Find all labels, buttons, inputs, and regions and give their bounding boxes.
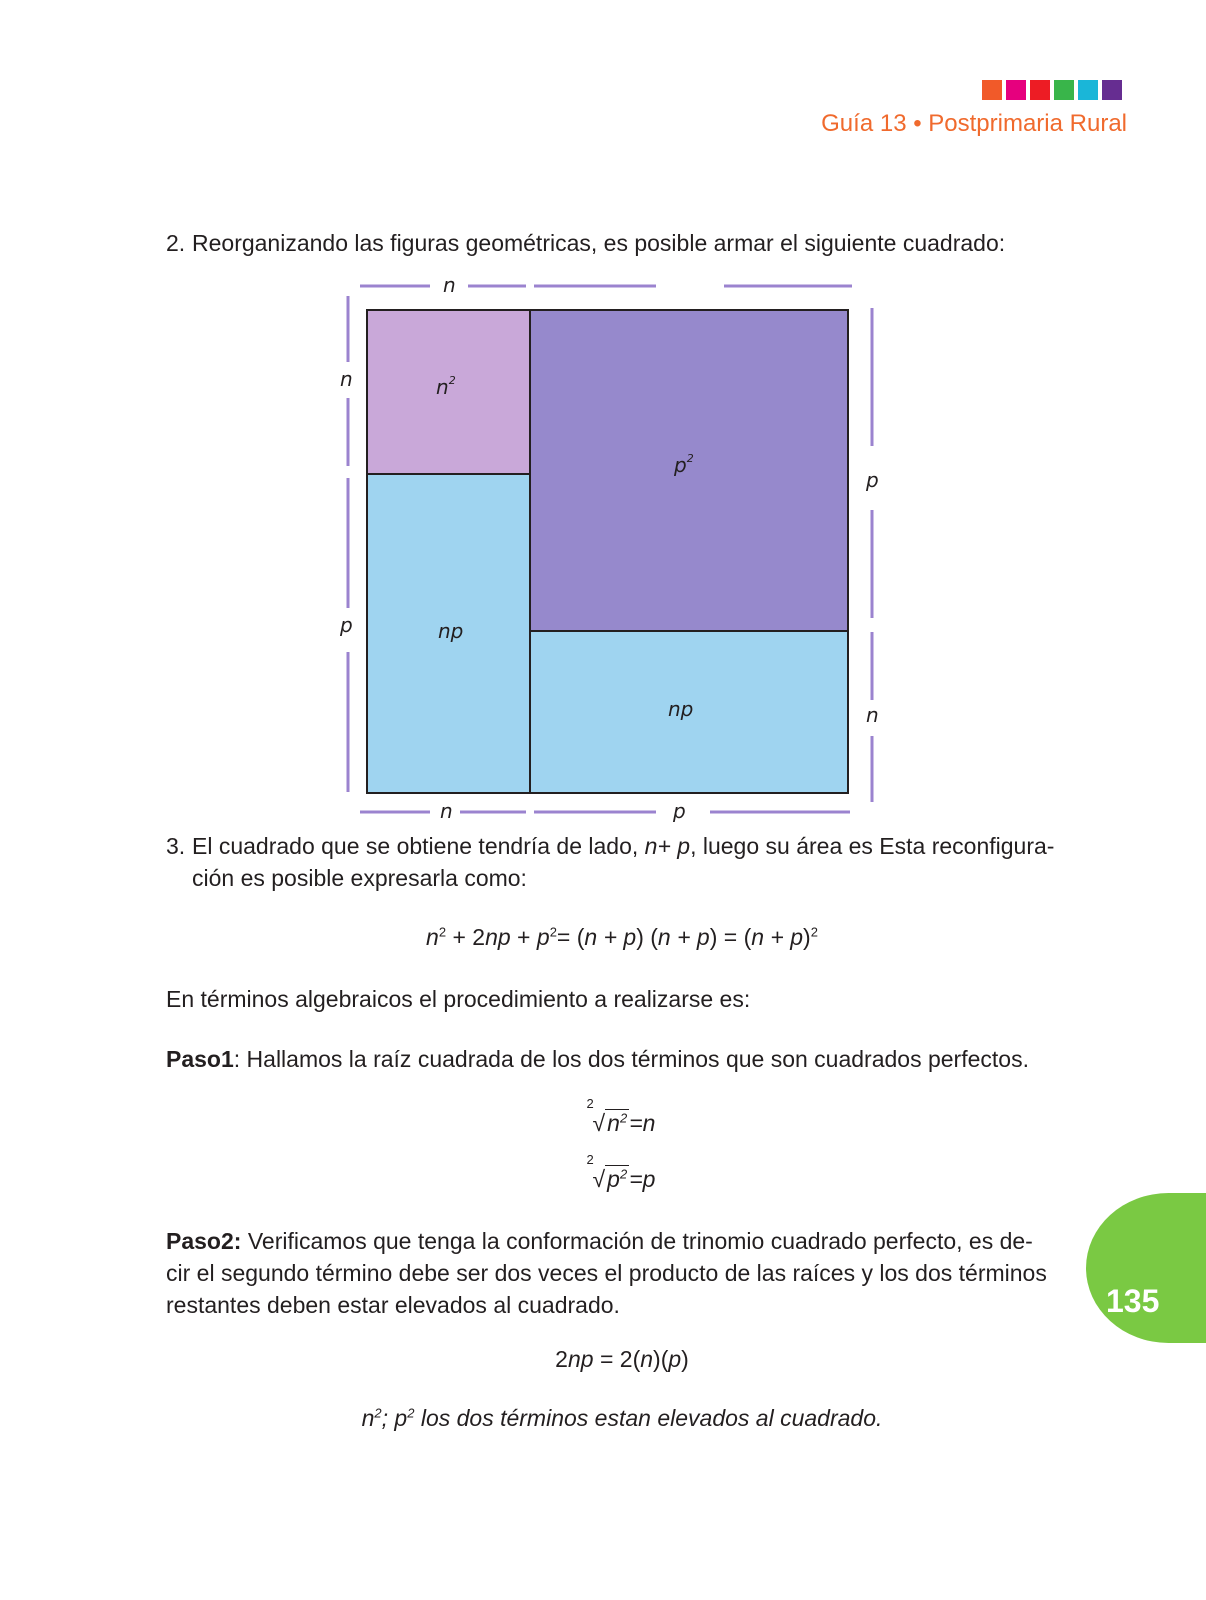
np-left-label: np: [438, 619, 464, 643]
paso-1: [166, 1043, 1029, 1075]
item-2: [166, 227, 1005, 259]
p-squared-square: [530, 310, 848, 631]
item-2-text: Reorganizando las figuras geométricas, es posible armar el siguiente cuadrado:: [192, 230, 1006, 256]
root-n: 2 $√n^2=n$: [586, 1096, 656, 1136]
paso-1-text: : Hallamos la raíz cuadrada de los dos términos que son cuadrados perfectos.: [233, 1046, 1029, 1072]
p-squared-label: $p^2$: [674, 452, 694, 477]
swatch-red: [1030, 80, 1050, 100]
item-3-line-2: ción es posible expresarla como:: [192, 865, 527, 891]
item-2-number: 2.: [166, 230, 186, 256]
right-label-n: n: [866, 703, 879, 727]
item-3-text-a: El cuadrado que se obtiene tendría de lado,: [192, 833, 645, 859]
item-3-side: n+ p: [644, 833, 691, 859]
algebraic-intro: En términos algebraicos el procedimiento a realizarse es:: [166, 986, 751, 1012]
page-number-tab: [1086, 1193, 1206, 1343]
swatch-magenta: [1006, 80, 1026, 100]
color-swatches: [982, 80, 1122, 100]
page-number: 135: [1106, 1283, 1160, 1319]
root-p: 2 $√p^2=p$: [586, 1152, 656, 1192]
paso-1-label: Paso1: [166, 1046, 234, 1072]
formula-squared-terms: $n^2$; $p^2$ los dos términos estan elevados al cuadrado.: [361, 1405, 883, 1431]
item-3-number: 3.: [166, 833, 186, 859]
item-3: [166, 830, 1054, 894]
swatch-green: [1054, 80, 1074, 100]
formula-double-product: 2np = 2(n)(p): [555, 1346, 689, 1372]
swatch-cyan: [1078, 80, 1098, 100]
left-label-n: n: [340, 367, 353, 391]
swatch-orange: [982, 80, 1002, 100]
np-bottom-label: np: [668, 697, 694, 721]
paso-2-label: Paso2:: [166, 1228, 242, 1254]
header-title: Guía 13 • Postprimaria Rural: [821, 110, 1127, 137]
item-3-text-c: , luego su área es Esta reconfigura-: [690, 833, 1055, 859]
bottom-label-n: n: [440, 799, 453, 823]
paso-2: [166, 1225, 1066, 1321]
paso-2-line-1: Verificamos que tenga la conformación de trinomio cuadrado perfecto, es de-: [241, 1228, 1033, 1254]
bottom-label-p: p: [673, 799, 686, 823]
right-label-p: p: [866, 468, 879, 492]
top-label-n: n: [443, 273, 456, 297]
swatch-purple: [1102, 80, 1122, 100]
formula-square-of-binomial: $n^2 + 2np + p^2= (n + p) (n + p) = (n + p)^2$: [426, 924, 818, 950]
paso-2-line-2: cir el segundo término debe ser dos veces el producto de las raíces y los dos términos: [166, 1260, 1047, 1286]
n-squared-label: $n^2$: [436, 374, 456, 399]
left-label-p: p: [340, 613, 353, 637]
paso-2-line-3: restantes deben estar elevados al cuadrado.: [166, 1292, 620, 1318]
square-diagram: [330, 270, 890, 830]
